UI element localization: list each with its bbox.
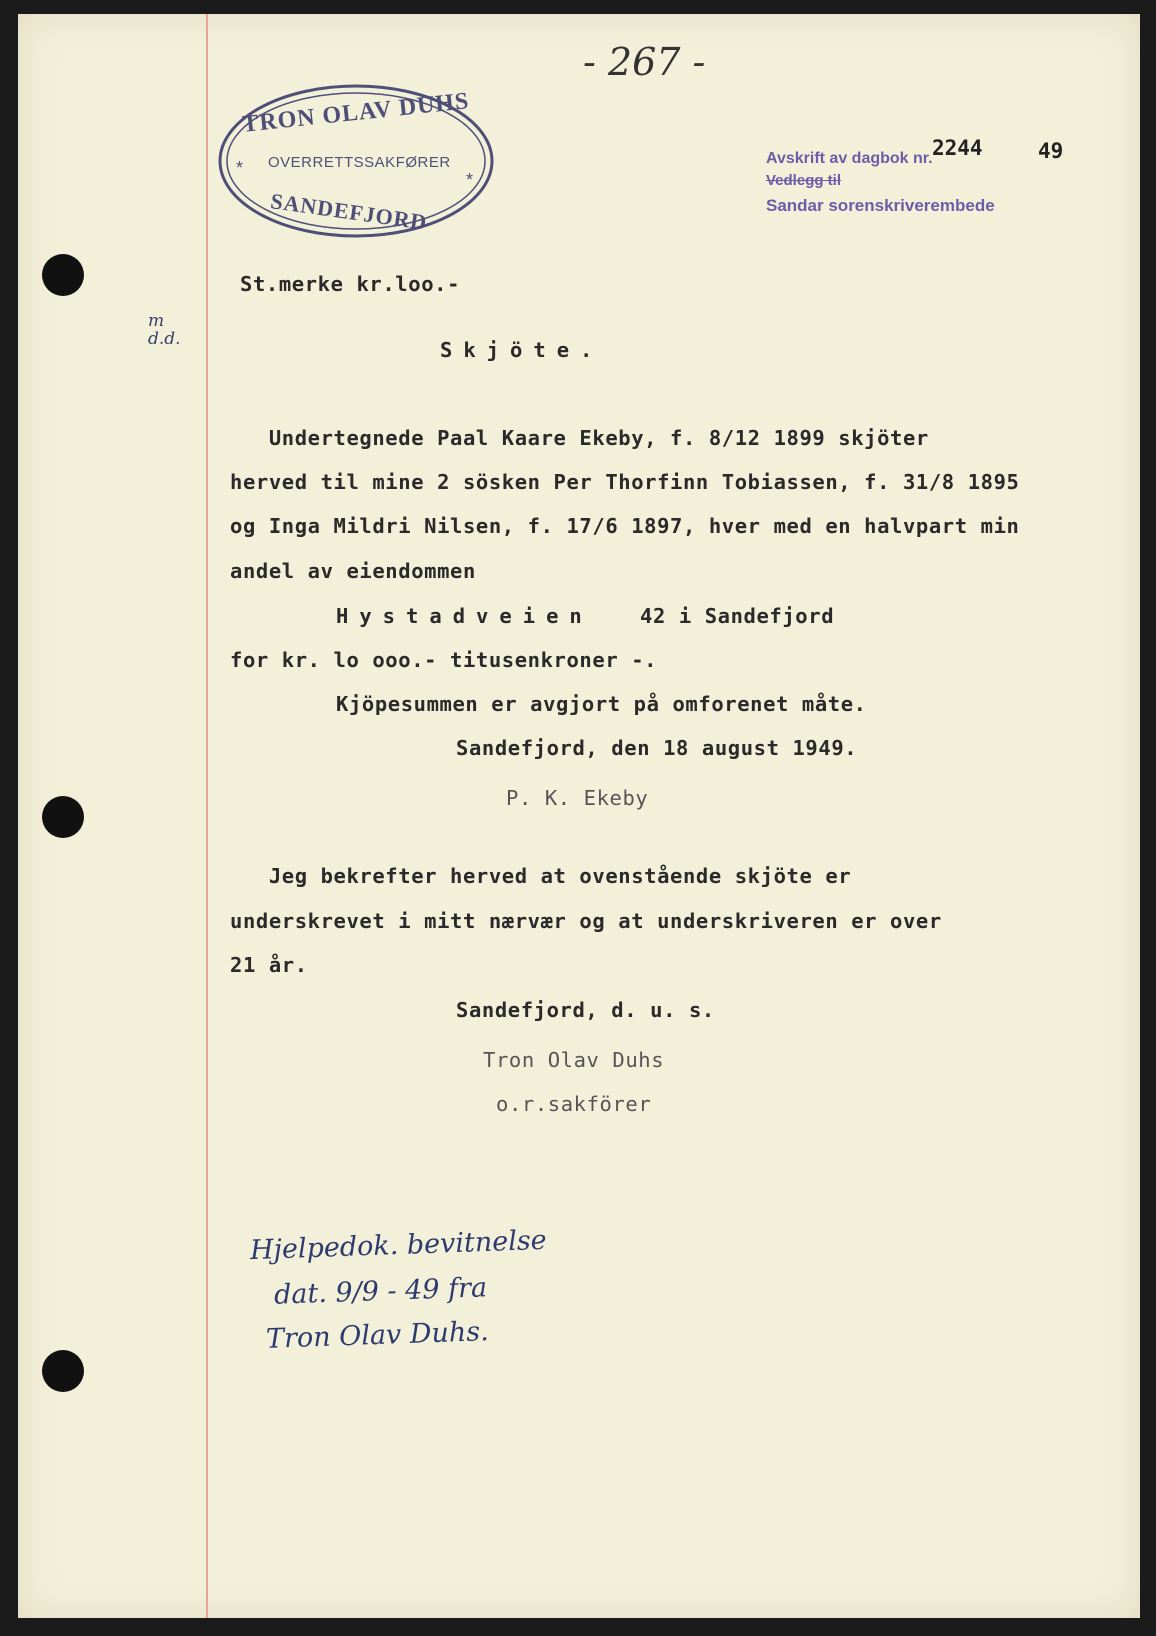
registry-line-3: Sandar sorenskriverembede	[766, 196, 995, 215]
handwritten-note-line: Hjelpedok. bevitnelse	[249, 1224, 548, 1267]
document-title: Skjöte.	[440, 338, 604, 362]
confirmation-line: underskrevet i mitt nærvær og at underskriveren er over	[230, 909, 942, 933]
stamp-middle-text: OVERRETTSSAKFØRER	[268, 154, 451, 171]
document-page	[18, 14, 1140, 1618]
handwritten-note-line: dat. 9/9 - 49 fra	[273, 1272, 488, 1311]
page-number: - 267 -	[583, 40, 706, 84]
svg-text:*: *	[466, 170, 474, 190]
signature: P. K. Ekeby	[506, 786, 649, 810]
punch-hole	[42, 1350, 84, 1392]
confirmation-line: 21 år.	[230, 953, 308, 977]
punch-hole	[42, 796, 84, 838]
witness-name: Tron Olav Duhs	[483, 1048, 665, 1072]
body-line: Undertegnede Paal Kaare Ekeby, f. 8/12 1899 skjöter	[230, 426, 929, 450]
margin-line	[206, 14, 208, 1618]
body-line: og Inga Mildri Nilsen, f. 17/6 1897, hver med en halvpart min	[230, 514, 1020, 538]
handwritten-note-line: Tron Olav Duhs.	[265, 1316, 490, 1355]
witness-title: o.r.sakförer	[496, 1092, 652, 1116]
price-line: for kr. lo ooo.- titusenkroner -.	[230, 648, 658, 672]
property-name: Hystadveien	[336, 604, 593, 628]
punch-hole	[42, 254, 84, 296]
margin-note: m d.d.	[148, 311, 181, 349]
confirm-place: Sandefjord, d. u. s.	[456, 998, 715, 1022]
stamp-top-text: TRON OLAV DUHS	[241, 88, 471, 138]
body-line: herved til mine 2 sösken Per Thorfinn Tobiassen, f. 31/8 1895	[230, 470, 1020, 494]
registry-year: 49	[1038, 139, 1064, 163]
registry-line-1: Avskrift av dagbok nr.	[766, 150, 933, 167]
stamp-duty-line: St.merke kr.loo.-	[240, 272, 461, 296]
property-address: 42 i Sandefjord	[640, 604, 835, 628]
purchase-line: Kjöpesummen er avgjort på omforenet måte.	[336, 692, 867, 716]
svg-text:*: *	[236, 158, 244, 178]
body-line: andel av eiendommen	[230, 559, 476, 583]
registry-number: 2244	[932, 136, 983, 160]
date-line: Sandefjord, den 18 august 1949.	[456, 736, 858, 760]
registry-line-2: Vedlegg til	[766, 172, 842, 189]
stamp-bottom-text: SANDEFJORD	[269, 188, 429, 235]
confirmation-line: Jeg bekrefter herved at ovenstående skjöte er	[230, 864, 852, 888]
